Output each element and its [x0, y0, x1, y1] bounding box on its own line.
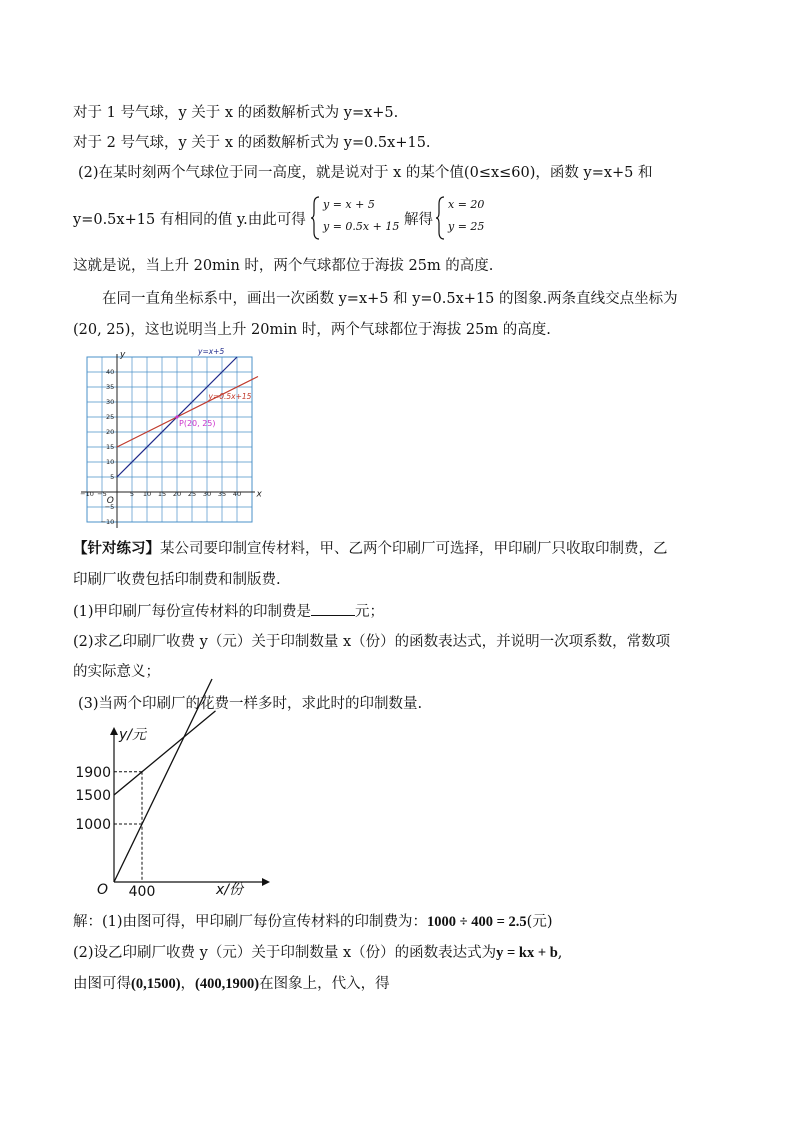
question-1-text: (1)甲印刷厂每份宣传材料的印制费是 [73, 604, 312, 620]
y-axis-label: y [120, 350, 126, 360]
y-tick-label: 40 [106, 368, 115, 377]
series-label-2: y=0.5x+15 [208, 392, 252, 401]
origin-label: O [97, 882, 109, 898]
solution-3-text: 由图可得 [73, 976, 131, 992]
question-1 [73, 601, 384, 622]
y-tick-label: 5 [110, 473, 115, 482]
y-tick-label: 10 [106, 458, 115, 467]
solution-line-2 [73, 943, 562, 963]
solution-3-point-b: (400,1900) [195, 976, 260, 992]
text-line-2: 对于 2 号气球，y 关于 x 的函数解析式为 y=0.5x+15. [73, 135, 431, 151]
x-tick-label: 35 [217, 490, 227, 499]
practice-intro-2: 印刷厂收费包括印制费和制版费. [73, 572, 281, 588]
brace-2 [436, 196, 446, 240]
x-axis-arrow [262, 878, 270, 886]
x-axis-label: x/份 [216, 882, 244, 898]
x-axis-label: x [256, 489, 262, 500]
system-eq-1a: y = x + 5 [323, 198, 375, 211]
y-tick-label: 1900 [75, 764, 111, 781]
y-tick-label: −5 [104, 503, 115, 512]
question-3: (3)当两个印刷厂的花费一样多时，求此时的印制数量. [78, 696, 423, 712]
answer-blank [311, 601, 355, 616]
intersection-label: P(20, 25) [179, 419, 216, 428]
solution-1-unit: (元) [526, 914, 553, 930]
balloon-chart [73, 347, 265, 527]
text-line-4: y=0.5x+15 有相同的值 y.由此可得 [73, 212, 306, 228]
printing-cost-chart [70, 722, 280, 902]
y-tick-label: 1500 [75, 788, 111, 804]
y-axis-arrow [110, 727, 118, 735]
text-line-3: (2)在某时刻两个气球位于同一高度，就是说对于 x 的某个值(0≤x≤60)，函数 y=x+5 和 [78, 165, 653, 181]
text-line-7: (20, 25)，这也说明当上升 20min 时，两个气球都位于海拔 25m 的高度. [73, 322, 551, 338]
solution-1-calc: 1000 ÷ 400 = 2.5 [427, 914, 527, 930]
x-tick-label: −5 [97, 490, 107, 499]
y-tick-label: −10 [100, 518, 115, 527]
solution-3-sep: ， [180, 976, 196, 992]
x-tick-label: 20 [172, 490, 182, 499]
solution-line-3 [73, 974, 390, 994]
x-tick-label: 40 [232, 490, 242, 499]
text-line-1: 对于 1 号气球，y 关于 x 的函数解析式为 y=x+5. [73, 105, 399, 121]
solution-3-point-a: (0,1500) [131, 976, 181, 992]
x-tick-label: 400 [128, 884, 156, 900]
text-line-5: 这就是说，当上升 20min 时，两个气球都位于海拔 25m 的高度. [73, 258, 494, 274]
question-2-line-1: (2)求乙印刷厂收费 y（元）关于印制数量 x（份）的函数表达式，并说明一次项系数，常数项 [73, 634, 671, 650]
x-tick-label: 30 [202, 490, 212, 499]
origin-label: O [106, 495, 114, 506]
y-tick-label: 1000 [75, 817, 111, 833]
x-tick-label: 15 [157, 490, 167, 499]
practice-intro-1: 某公司要印制宣传材料，甲、乙两个印刷厂可选择，甲印刷厂只收取印制费，乙 [160, 541, 668, 557]
solution-2-text: (2)设乙印刷厂收费 y（元）关于印制数量 x（份）的函数表达式为 [73, 945, 497, 961]
question-2-line-2: 的实际意义； [73, 664, 160, 680]
solution-3-tail: 在图象上，代入，得 [259, 976, 390, 992]
x-tick-label: 25 [187, 490, 197, 499]
system-eq-2a: x = 20 [448, 198, 485, 211]
series-label-1: y=x+5 [198, 347, 225, 356]
y-axis-label: y/元 [119, 727, 147, 743]
x-tick-label: 5 [129, 490, 135, 499]
y-tick-label: 25 [106, 413, 115, 422]
x-tick-label: 10 [142, 490, 152, 499]
practice-tag: 【针对练习】 [73, 541, 160, 557]
solution-2-formula: y = kx + b [496, 945, 558, 961]
y-tick-label: 30 [106, 398, 115, 407]
y-tick-label: 20 [106, 428, 115, 437]
solution-line-1 [73, 912, 552, 932]
system-eq-1b: y = 0.5x + 15 [323, 220, 400, 233]
x-tick-label: −10 [80, 490, 94, 499]
practice-line-1 [73, 539, 668, 559]
series-line-yi [114, 711, 216, 795]
y-tick-label: 15 [106, 443, 115, 452]
solution-1-text: 解：(1)由图可得，甲印刷厂每份宣传材料的印制费为： [73, 914, 428, 930]
question-1-unit: 元； [355, 604, 385, 620]
text-line-6: 在同一直角坐标系中，画出一次函数 y=x+5 和 y=0.5x+15 的图象.两条直线交点坐标为 [102, 291, 678, 307]
solve-word: 解得 [404, 212, 433, 228]
solution-2-comma: , [557, 945, 563, 961]
brace-1 [311, 196, 321, 240]
y-tick-label: 35 [106, 383, 115, 392]
system-eq-2b: y = 25 [448, 220, 485, 233]
